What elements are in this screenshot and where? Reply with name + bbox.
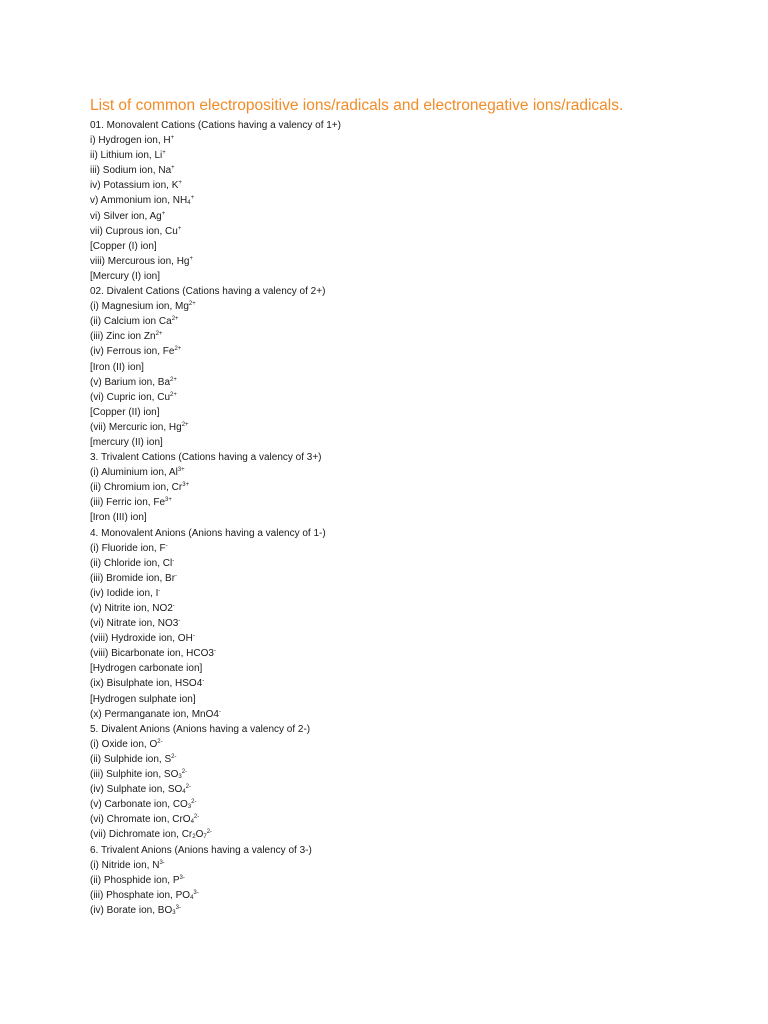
- superscript: 2-: [157, 738, 163, 745]
- text-fragment: (iii) Zinc ion Zn: [90, 331, 156, 343]
- superscript: +: [170, 135, 175, 142]
- list-item: [90, 284, 730, 299]
- text-fragment: [mercury (II) ion]: [90, 436, 163, 448]
- superscript: -: [175, 572, 178, 579]
- list-item: [90, 526, 730, 541]
- superscript: +: [190, 195, 195, 202]
- text-fragment: (x) Permanganate ion, MnO4: [90, 708, 219, 720]
- superscript: 2+: [174, 346, 182, 353]
- text-fragment: (iv) Sulphate ion, SO: [90, 784, 183, 796]
- list-item: [90, 752, 730, 767]
- list-item: [90, 812, 730, 827]
- list-item: [90, 616, 730, 631]
- superscript: +: [189, 255, 193, 262]
- list-item: [90, 586, 730, 601]
- superscript: 3-: [193, 889, 199, 896]
- text-fragment: (v) Barium ion, Ba: [90, 376, 171, 388]
- document-page: [90, 95, 730, 918]
- text-fragment: [Iron (II) ion]: [90, 361, 144, 373]
- list-item: [90, 299, 730, 314]
- text-fragment: v) Ammonium ion, NH: [90, 195, 188, 207]
- text-fragment: [Copper (I) ion]: [90, 240, 157, 252]
- subscript: 4: [190, 894, 194, 901]
- superscript: 2-: [191, 799, 197, 806]
- text-fragment: ii) Lithium ion, Li: [90, 150, 163, 162]
- list-item: [90, 148, 730, 163]
- text-fragment: 01. Monovalent Cations (Cations having a valency of 1+): [90, 120, 341, 131]
- text-fragment: i) Hydrogen ion, H: [90, 135, 171, 147]
- subscript: 4: [182, 789, 186, 796]
- text-fragment: (iv) Iodide ion, I: [90, 587, 159, 599]
- superscript: 3+: [177, 467, 185, 474]
- superscript: -: [192, 633, 195, 640]
- list-item: [90, 329, 730, 344]
- list-item: [90, 495, 730, 510]
- subscript: 2: [192, 834, 196, 841]
- list-item: [90, 661, 730, 676]
- superscript: -: [158, 587, 161, 594]
- text-fragment: 5. Divalent Anions (Anions having a valency of 2-): [90, 723, 311, 735]
- list-item: [90, 601, 730, 616]
- list-item: [90, 163, 730, 178]
- superscript: 2-: [181, 769, 188, 776]
- superscript: 2+: [171, 316, 179, 323]
- text-fragment: vi) Silver ion, Ag: [90, 210, 162, 222]
- text-fragment: O: [195, 829, 204, 841]
- text-fragment: iv) Potassium ion, K: [90, 180, 179, 192]
- list-item: [90, 360, 730, 375]
- list-item: [90, 118, 730, 133]
- text-fragment: (iii) Sulphite ion, SO: [90, 769, 179, 781]
- text-fragment: (ii) Calcium ion Ca: [90, 316, 172, 328]
- list-item: [90, 465, 730, 480]
- list-item: [90, 344, 730, 359]
- text-fragment: 02. Divalent Cations (Cations having a valency of 2+): [90, 286, 326, 298]
- superscript: 2-: [193, 814, 200, 821]
- text-fragment: (iii) Phosphate ion, PO: [90, 889, 191, 901]
- text-fragment: 4. Monovalent Anions (Anions having a valency of 1-): [90, 527, 326, 539]
- list-item: [90, 737, 730, 752]
- text-fragment: (iii) Ferric ion, Fe: [90, 497, 166, 509]
- superscript: -: [202, 678, 205, 685]
- list-item: [90, 692, 730, 707]
- list-item: [90, 450, 730, 465]
- text-fragment: (i) Oxide ion, O: [90, 738, 158, 750]
- superscript: +: [177, 225, 182, 232]
- list-item: [90, 480, 730, 495]
- list-item: [90, 797, 730, 812]
- superscript: -: [218, 708, 221, 715]
- superscript: +: [178, 180, 182, 187]
- list-item: [90, 827, 730, 842]
- text-fragment: (v) Nitrite ion, NO2: [90, 603, 173, 614]
- text-fragment: [Copper (II) ion]: [90, 406, 160, 418]
- list-item: [90, 390, 730, 405]
- list-item: [90, 193, 730, 208]
- text-fragment: viii) Mercurous ion, Hg: [90, 255, 190, 267]
- text-fragment: [Hydrogen sulphate ion]: [90, 693, 196, 705]
- subscript: 3: [187, 804, 192, 811]
- text-fragment: 6. Trivalent Anions (Anions having a valency of 3-): [90, 844, 312, 856]
- text-fragment: (i) Aluminium ion, Al: [90, 467, 178, 479]
- text-fragment: (ii) Sulphide ion, S: [90, 753, 172, 765]
- text-fragment: vii) Cuprous ion, Cu: [90, 225, 178, 237]
- text-fragment: (ii) Phosphide ion, P: [90, 874, 180, 886]
- text-fragment: 3. Trivalent Cations (Cations having a valency of 3+): [90, 452, 322, 464]
- list-item: [90, 435, 730, 450]
- list-item: [90, 571, 730, 586]
- list-item: [90, 178, 730, 193]
- subscript: 3: [178, 774, 182, 781]
- list-item: [90, 722, 730, 737]
- superscript: 3-: [179, 874, 185, 881]
- subscript: 3: [172, 909, 176, 916]
- superscript: 2-: [171, 753, 177, 760]
- list-item: [90, 269, 730, 284]
- text-fragment: iii) Sodium ion, Na: [90, 165, 172, 177]
- list-item: [90, 873, 730, 888]
- text-fragment: (ii) Chromium ion, Cr: [90, 482, 183, 494]
- page-title: List of common electropositive ions/radicals and electronegative ions/radicals.: [90, 97, 624, 114]
- text-fragment: (viii) Bicarbonate ion, HCO3: [90, 648, 214, 660]
- list-item: [90, 782, 730, 797]
- list-item: [90, 888, 730, 903]
- superscript: -: [172, 557, 175, 564]
- superscript: 2+: [170, 376, 177, 383]
- list-item: [90, 556, 730, 571]
- list-item: [90, 420, 730, 435]
- superscript: -: [213, 648, 216, 655]
- text-fragment: (viii) Hydroxide ion, OH: [90, 633, 193, 645]
- superscript: 2+: [188, 301, 196, 308]
- list-item: [90, 510, 730, 525]
- list-item: [90, 631, 730, 646]
- list-item: [90, 224, 730, 239]
- list-item: [90, 676, 730, 691]
- text-fragment: (vii) Mercuric ion, Hg: [90, 421, 182, 433]
- superscript: 2-: [185, 784, 191, 791]
- list-item: [90, 405, 730, 420]
- subscript: 4: [187, 200, 191, 207]
- superscript: +: [171, 165, 175, 172]
- list-item: [90, 239, 730, 254]
- list-item: [90, 646, 730, 661]
- text-fragment: (v) Carbonate ion, CO: [90, 799, 188, 811]
- text-fragment: (i) Magnesium ion, Mg: [90, 301, 189, 313]
- text-fragment: [Iron (III) ion]: [90, 512, 147, 524]
- superscript: 2+: [181, 421, 189, 428]
- superscript: 2-: [206, 829, 213, 836]
- text-fragment: (ix) Bisulphate ion, HSO4: [90, 678, 203, 690]
- list-item: [90, 858, 730, 873]
- superscript: 3+: [165, 497, 172, 504]
- text-fragment: (vii) Dichromate ion, Cr: [90, 829, 193, 841]
- list-item: [90, 209, 730, 224]
- text-fragment: (i) Fluoride ion, F: [90, 542, 166, 554]
- text-fragment: (iii) Bromide ion, Br: [90, 572, 176, 584]
- list-item: [90, 707, 730, 722]
- superscript: -: [178, 618, 181, 625]
- superscript: 3-: [159, 859, 165, 866]
- text-fragment: (ii) Chloride ion, Cl: [90, 557, 173, 569]
- superscript: -: [172, 603, 175, 609]
- superscript: 3+: [182, 482, 190, 489]
- superscript: 3-: [175, 904, 181, 911]
- subscript: 7: [203, 834, 207, 841]
- text-fragment: [Hydrogen carbonate ion]: [90, 663, 203, 675]
- text-fragment: (iv) Borate ion, BO: [90, 904, 173, 916]
- list-item: [90, 375, 730, 390]
- superscript: -: [165, 542, 168, 549]
- list-item: [90, 314, 730, 329]
- text-fragment: (vi) Nitrate ion, NO3: [90, 618, 179, 630]
- list-item: [90, 541, 730, 556]
- superscript: 2+: [170, 391, 177, 398]
- list-item: [90, 843, 730, 858]
- text-fragment: [Mercury (I) ion]: [90, 270, 161, 282]
- subscript: 4: [190, 819, 194, 826]
- list-item: [90, 254, 730, 269]
- superscript: +: [162, 150, 166, 157]
- text-fragment: (vi) Cupric ion, Cu: [90, 391, 171, 403]
- list-item: [90, 767, 730, 782]
- list-item: [90, 133, 730, 148]
- text-fragment: (iv) Ferrous ion, Fe: [90, 346, 175, 358]
- text-fragment: (i) Nitride ion, N: [90, 859, 160, 871]
- list-item: [90, 903, 730, 918]
- superscript: +: [161, 210, 166, 217]
- ion-list: [90, 118, 730, 918]
- text-fragment: (vi) Chromate ion, CrO: [90, 814, 191, 826]
- superscript: 2+: [155, 331, 163, 338]
